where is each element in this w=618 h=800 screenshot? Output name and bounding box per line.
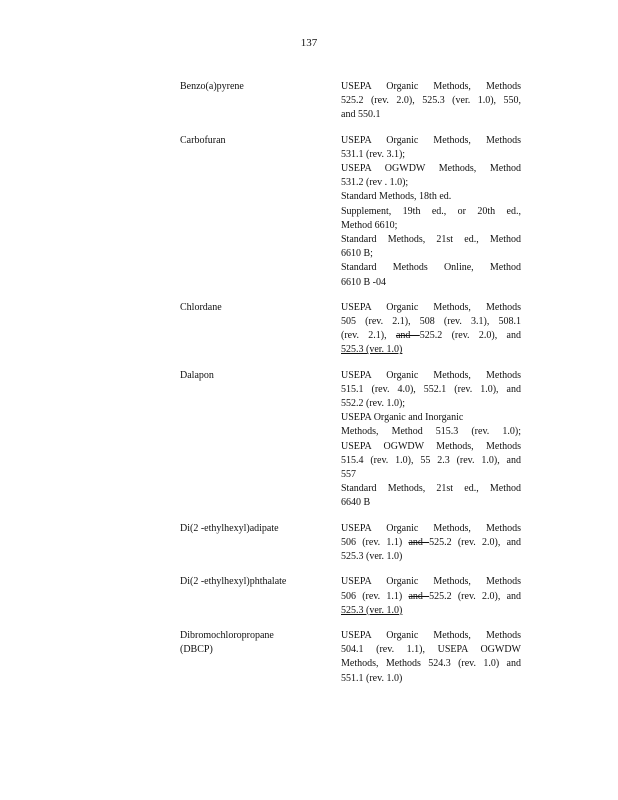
- method-text: 515.1 (rev. 4.0), 552.1 (rev. 1.0), and: [341, 383, 521, 395]
- method-line: [341, 496, 521, 510]
- method-text: 6640 B: [341, 497, 371, 509]
- inserted-text: 525.3 (ver. 1.0): [341, 344, 403, 356]
- method-line: [341, 575, 521, 589]
- method-text: Supplement, 19th ed., or 20th ed.,: [341, 205, 521, 217]
- method-line: [341, 643, 521, 657]
- method-line: [341, 329, 521, 343]
- method-text: 506 (rev. 1.1): [341, 590, 409, 602]
- method-line: [341, 148, 521, 162]
- method-line: [341, 536, 521, 550]
- method-line: [341, 397, 521, 411]
- method-text: USEPA Organic Methods, Methods: [341, 301, 521, 313]
- method-text: 531.1 (rev. 3.1);: [341, 148, 406, 160]
- method-text: and 550.1: [341, 109, 381, 121]
- method-line: [341, 590, 521, 604]
- method-line: [341, 383, 521, 397]
- contaminant-name-line: Di(2 -ethylhexyl)adipate: [180, 522, 279, 534]
- deleted-text: and: [395, 330, 420, 342]
- method-text: USEPA Organic Methods, Methods: [341, 134, 521, 146]
- method-line: [341, 301, 521, 315]
- method-text: 525.2 (rev. 2.0), 525.3 (ver. 1.0), 550,: [341, 95, 521, 107]
- method-line: [341, 276, 521, 290]
- contaminant-name: [180, 522, 341, 565]
- method-text: USEPA Organic Methods, Methods: [341, 369, 521, 381]
- method-text: Standard Methods Online, Method: [341, 262, 521, 274]
- method-line: [341, 369, 521, 383]
- deleted-text: and: [408, 536, 430, 548]
- method-line: [341, 629, 521, 643]
- contaminant-entry: [180, 369, 530, 511]
- method-line: [341, 672, 521, 686]
- analytical-methods: [341, 301, 521, 358]
- contaminant-name-line: Dalapon: [180, 369, 214, 381]
- analytical-methods: [341, 522, 521, 565]
- method-line: [341, 190, 521, 204]
- contaminant-name: [180, 369, 341, 511]
- method-text: Methods, Methods 524.3 (rev. 1.0) and: [341, 658, 521, 670]
- method-text: (rev. 2.1),: [341, 330, 396, 342]
- method-text: 525.2 (rev. 2.0), and: [429, 536, 522, 548]
- contaminant-entry: [180, 301, 530, 358]
- method-text: USEPA Organic Methods, Methods: [341, 576, 521, 588]
- method-text: 557: [341, 469, 356, 481]
- method-text: USEPA OGWDW Methods, Method: [341, 163, 521, 175]
- analytical-methods: [341, 134, 521, 290]
- method-line: [341, 482, 521, 496]
- method-text: 6610 B -04: [341, 276, 386, 288]
- contaminant-name-line: Benzo(a)pyrene: [180, 81, 244, 92]
- method-text: 551.1 (rev. 1.0): [341, 672, 403, 684]
- method-text: Method 6610;: [341, 219, 398, 231]
- method-text: USEPA Organic and Inorganic: [341, 412, 464, 424]
- method-line: [341, 411, 521, 425]
- method-text: 525.3 (ver. 1.0): [341, 551, 403, 563]
- method-line: [341, 94, 521, 108]
- contaminant-entry: [180, 522, 530, 565]
- contaminant-entry: [180, 134, 530, 290]
- method-line: [341, 247, 521, 261]
- method-text: 505 (rev. 2.1), 508 (rev. 3.1), 508.1: [341, 316, 521, 328]
- method-text: USEPA Organic Methods, Methods: [341, 629, 521, 641]
- method-text: 525.2 (rev. 2.0), and: [419, 330, 521, 342]
- method-line: [341, 343, 521, 357]
- method-line: [341, 233, 521, 247]
- contaminant-name: [180, 80, 341, 123]
- method-text: Methods, Method 515.3 (rev. 1.0);: [341, 426, 521, 438]
- method-text: 525.2 (rev. 2.0), and: [429, 590, 522, 602]
- method-line: [341, 80, 521, 94]
- contaminant-name: [180, 575, 341, 618]
- method-text: 6610 B;: [341, 248, 373, 260]
- contaminant-name: [180, 301, 341, 358]
- method-text: 552.2 (rev. 1.0);: [341, 398, 406, 410]
- contaminant-methods-list: [180, 80, 530, 697]
- method-line: [341, 134, 521, 148]
- method-text: 531.2 (rev . 1.0);: [341, 177, 409, 189]
- method-line: [341, 468, 521, 482]
- method-line: [341, 454, 521, 468]
- method-text: 504.1 (rev. 1.1), USEPA OGWDW: [341, 644, 521, 656]
- method-text: 506 (rev. 1.1): [341, 536, 409, 548]
- contaminant-entry: [180, 629, 530, 686]
- method-line: [341, 657, 521, 671]
- contaminant-entry: [180, 575, 530, 618]
- analytical-methods: [341, 575, 521, 618]
- analytical-methods: [341, 629, 521, 686]
- method-text: USEPA Organic Methods, Methods: [341, 522, 521, 534]
- contaminant-name-line: (DBCP): [180, 644, 213, 656]
- method-text: Standard Methods, 21st ed., Method: [341, 234, 521, 246]
- deleted-text: and: [408, 590, 430, 602]
- method-line: [341, 261, 521, 275]
- method-text: Standard Methods, 18th ed.: [341, 191, 452, 203]
- method-line: [341, 425, 521, 439]
- contaminant-name-line: Dibromochloropropane: [180, 629, 274, 641]
- contaminant-name-line: Di(2 -ethylhexyl)phthalate: [180, 576, 287, 588]
- method-text: 515.4 (rev. 1.0), 55 2.3 (rev. 1.0), and: [341, 454, 521, 466]
- contaminant-name-line: Carbofuran: [180, 134, 226, 146]
- method-text: USEPA OGWDW Methods, Methods: [341, 440, 521, 452]
- method-line: [341, 176, 521, 190]
- method-line: [341, 522, 521, 536]
- analytical-methods: [341, 80, 521, 123]
- method-text: USEPA Organic Methods, Methods: [341, 81, 521, 92]
- method-line: [341, 315, 521, 329]
- method-line: [341, 440, 521, 454]
- inserted-text: 525.3 (ver. 1.0): [341, 604, 403, 616]
- contaminant-name: [180, 629, 341, 686]
- method-line: [341, 108, 521, 122]
- page-number: 137: [300, 37, 318, 49]
- contaminant-name: [180, 134, 341, 290]
- method-line: [341, 604, 521, 618]
- contaminant-name-line: Chlordane: [180, 301, 222, 313]
- analytical-methods: [341, 369, 521, 511]
- method-text: Standard Methods, 21st ed., Method: [341, 483, 521, 495]
- contaminant-entry: [180, 80, 530, 123]
- method-line: [341, 205, 521, 219]
- method-line: [341, 162, 521, 176]
- method-line: [341, 550, 521, 564]
- method-line: [341, 219, 521, 233]
